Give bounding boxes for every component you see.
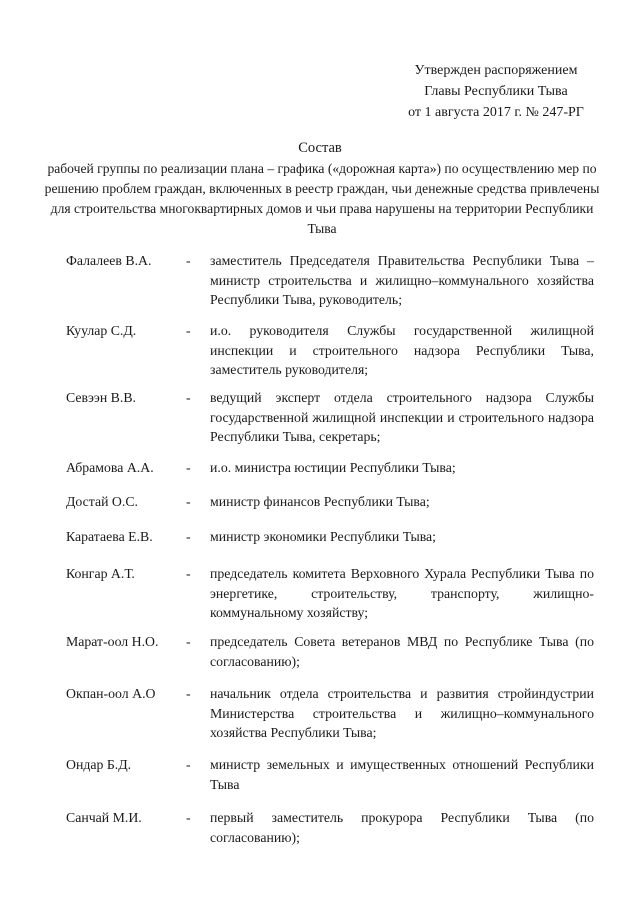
member-role: начальник отдела строительства и развития стройиндустрии Министерства строительства и жилищно–коммунального хозяйства Республики Тыва; (210, 686, 594, 740)
member-dash: - (186, 253, 191, 268)
member-dash: - (186, 390, 191, 405)
member-role: министр экономики Республики Тыва; (210, 529, 437, 544)
member-name: Абрамова А.А. (66, 460, 154, 475)
member-dash: - (186, 460, 191, 475)
approval-line: Главы Республики Тыва (424, 84, 568, 99)
approval-line: Утвержден распоряжением (414, 63, 578, 78)
member-dash: - (186, 686, 191, 701)
member-dash: - (186, 757, 191, 772)
member-role: заместитель Председателя Правительства Республики Тыва – министр строительства и жилищно–коммунального хозяйства Республики Тыва, руководитель; (210, 253, 594, 307)
member-name: Санчай М.И. (66, 810, 142, 825)
member-dash: - (186, 566, 191, 581)
member-name: Ондар Б.Д. (66, 757, 132, 772)
member-role: первый заместитель прокурора Республики Тыва (по согласованию); (210, 810, 594, 845)
member-name: Каратаева Е.В. (66, 529, 153, 544)
member-dash: - (186, 323, 191, 338)
member-name: Куулар С.Д. (66, 323, 137, 338)
member-dash: - (186, 634, 191, 649)
member-name: Конгар А.Т. (66, 566, 135, 581)
document-title: Состав (298, 140, 342, 156)
member-role: председатель комитета Верховного Хурала Республики Тыва по энергетике, строительству, транспорту, жилищно-коммунальному хозяйству; (210, 566, 594, 620)
approval-line: от 1 августа 2017 г. № 247-РГ (408, 105, 584, 120)
member-name: Окпан-оол А.О (66, 686, 156, 701)
member-name: Марат-оол Н.О. (66, 634, 159, 649)
member-role: министр финансов Республики Тыва; (210, 494, 430, 509)
member-role: председатель Совета ветеранов МВД по Республике Тыва (по согласованию); (210, 634, 594, 669)
member-dash: - (186, 810, 191, 825)
member-role: и.о. руководителя Службы государственной жилищной инспекции и строительного надзора Республики Тыва, заместитель руководителя; (210, 323, 594, 377)
member-role: и.о. министра юстиции Республики Тыва; (210, 460, 456, 475)
member-role: министр земельных и имущественных отношений Республики Тыва (210, 757, 594, 792)
member-dash: - (186, 494, 191, 509)
approval-stamp (396, 60, 596, 123)
member-name: Достай О.С. (66, 494, 138, 509)
member-role: ведущий эксперт отдела строительного надзора Службы государственной жилищной инспекции и строительного надзора Республики Тыва, секретарь; (210, 390, 594, 444)
member-name: Севээн В.В. (66, 390, 136, 405)
member-name: Фалалеев В.А. (66, 253, 152, 268)
document-subtitle: рабочей группы по реализации плана – графика («дорожная карта») по осуществлению мер по решению проблем граждан, включенных в реестр граждан, чьи денежные средства привлечены для строительства многоквартирных домов и чьи права нарушены на территории Республики Тыва (44, 161, 600, 236)
member-dash: - (186, 529, 191, 544)
